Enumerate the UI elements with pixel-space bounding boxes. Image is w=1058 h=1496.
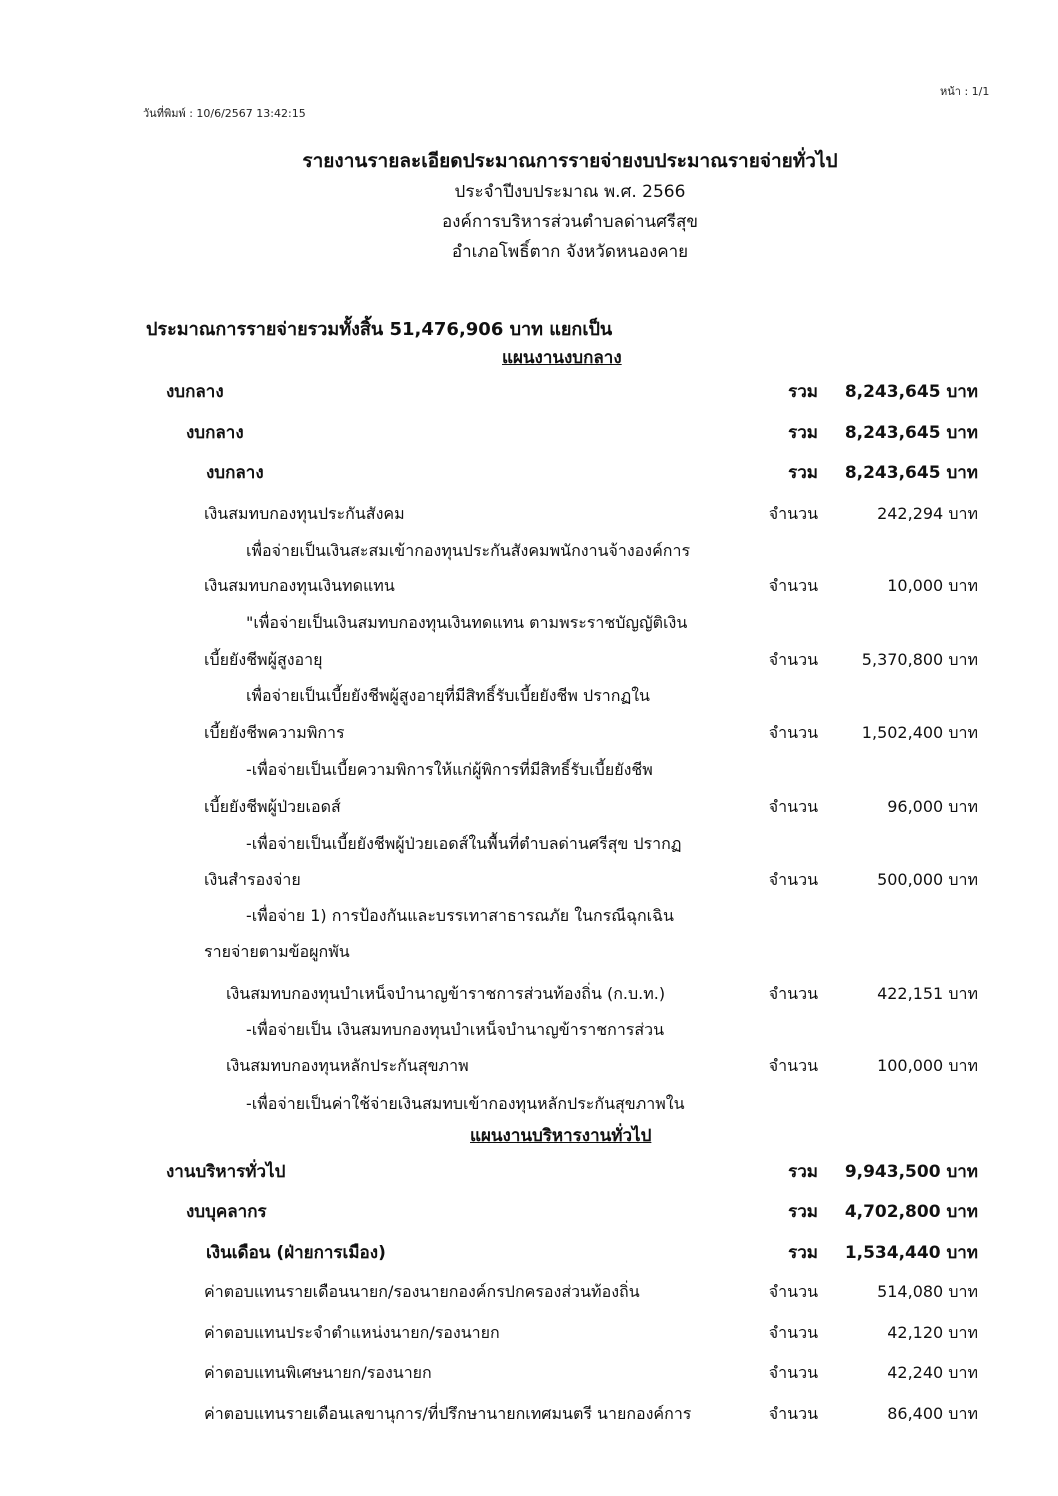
row-keyword: จำนวน (768, 650, 818, 669)
row-description: "เพื่อจ่ายเป็นเงินสมทบกองทุนเงินทดแทน ตามพระราชบัญญัติเงิน (246, 613, 688, 632)
row-label: งบกลาง (166, 382, 224, 402)
row-amount: 242,294 บาท (877, 504, 978, 523)
table-row (0, 1402, 1058, 1432)
table-row (0, 459, 1058, 489)
row-amount: 100,000 บาท (877, 1056, 978, 1075)
table-row (0, 611, 1058, 641)
row-label: งบกลาง (206, 463, 264, 483)
row-label: ค่าตอบแทนรายเดือนนายก/รองนายกองค์กรปกครองส่วนท้องถิ่น (204, 1282, 640, 1301)
print-date: วันที่พิมพ์ : 10/6/2567 13:42:15 (143, 107, 306, 120)
table-row (0, 574, 1058, 604)
row-description: -เพื่อจ่ายเป็นค่าใช้จ่ายเงินสมทบเข้ากองทุนหลักประกันสุขภาพใน (246, 1094, 685, 1113)
row-amount: 96,000 บาท (887, 797, 978, 816)
row-keyword: จำนวน (768, 1282, 818, 1301)
row-amount: 42,240 บาท (887, 1363, 978, 1382)
plan-heading-admin: แผนงานบริหารงานทั่วไป (470, 1126, 652, 1146)
row-amount: 5,370,800 บาท (861, 650, 978, 669)
grand-total: ประมาณการรายจ่ายรวมทั้งสิ้น 51,476,906 บาท แยกเป็น (146, 319, 613, 340)
row-description: -เพื่อจ่ายเป็น เงินสมทบกองทุนบำเหน็จบำนาญข้าราชการส่วน (246, 1020, 665, 1039)
row-keyword: รวม (788, 463, 818, 483)
row-keyword: จำนวน (768, 984, 818, 1003)
row-amount: 9,943,500 บาท (844, 1162, 978, 1182)
plan-heading-central: แผนงานงบกลาง (502, 348, 622, 368)
row-amount: 10,000 บาท (887, 576, 978, 595)
row-label: งบบุคลากร (186, 1202, 267, 1222)
row-keyword: รวม (788, 1243, 818, 1263)
table-row (0, 1321, 1058, 1351)
row-amount: 42,120 บาท (887, 1323, 978, 1342)
row-keyword: จำนวน (768, 723, 818, 742)
row-keyword: จำนวน (768, 504, 818, 523)
row-amount: 422,151 บาท (877, 984, 978, 1003)
row-label: งานบริหารทั่วไป (166, 1162, 286, 1182)
row-description: เพื่อจ่ายเป็นเบี้ยยังชีพผู้สูงอายุที่มีสิทธิ์รับเบี้ยยังชีพ ปรากฏใน (246, 686, 650, 705)
row-label: เงินสมทบกองทุนประกันสังคม (204, 504, 405, 523)
table-row (0, 721, 1058, 751)
table-row (0, 868, 1058, 898)
row-amount: 500,000 บาท (877, 870, 978, 889)
table-row (0, 1018, 1058, 1048)
fiscal-year: ประจำปีงบประมาณ พ.ศ. 2566 (454, 182, 686, 202)
row-description: -เพื่อจ่าย 1) การป้องกันและบรรเทาสาธารณภัย ในกรณีฉุกเฉิน (246, 906, 674, 925)
row-label: เงินสมทบกองทุนเงินทดแทน (204, 576, 395, 595)
row-keyword: รวม (788, 1162, 818, 1182)
table-row (0, 684, 1058, 714)
row-keyword: จำนวน (768, 1056, 818, 1075)
row-label: เงินสำรองจ่าย (204, 870, 301, 889)
table-row (0, 378, 1058, 408)
row-description: -เพื่อจ่ายเป็นเบี้ยยังชีพผู้ป่วยเอดส์ในพื้นที่ตำบลด่านศรีสุข ปรากฏ (246, 834, 682, 853)
table-row (0, 982, 1058, 1012)
row-amount: 514,080 บาท (877, 1282, 978, 1301)
table-row (0, 539, 1058, 569)
table-row (0, 1361, 1058, 1391)
row-keyword: รวม (788, 382, 818, 402)
table-row (0, 832, 1058, 862)
table-row (0, 648, 1058, 678)
row-keyword: รวม (788, 1202, 818, 1222)
table-row (0, 419, 1058, 449)
organization-name: องค์การบริหารส่วนตำบลด่านศรีสุข (441, 212, 699, 232)
row-label: เงินสมทบกองทุนหลักประกันสุขภาพ (226, 1056, 469, 1075)
table-row (0, 1054, 1058, 1084)
row-keyword: จำนวน (768, 1323, 818, 1342)
table-row (0, 795, 1058, 825)
row-amount: 8,243,645 บาท (844, 423, 978, 443)
row-amount: 1,502,400 บาท (861, 723, 978, 742)
row-description: เพื่อจ่ายเป็นเงินสะสมเข้ากองทุนประกันสังคมพนักงานจ้างองค์การ (246, 541, 691, 560)
row-amount: 1,534,440 บาท (844, 1243, 978, 1263)
table-row (0, 904, 1058, 934)
row-amount: 4,702,800 บาท (844, 1202, 978, 1222)
row-label: เบี้ยยังชีพผู้ป่วยเอดส์ (204, 797, 341, 816)
row-amount: 8,243,645 บาท (844, 382, 978, 402)
page-number: หน้า : 1/1 (940, 85, 990, 98)
table-row (0, 758, 1058, 788)
row-label: เบี้ยยังชีพความพิการ (204, 723, 345, 742)
row-label: เงินสมทบกองทุนบำเหน็จบำนาญข้าราชการส่วนท้องถิ่น (ก.บ.ท.) (226, 984, 666, 1003)
row-amount: 86,400 บาท (887, 1404, 978, 1423)
row-label: ค่าตอบแทนพิเศษนายก/รองนายก (204, 1363, 432, 1382)
row-label: ค่าตอบแทนประจำตำแหน่งนายก/รองนายก (204, 1323, 500, 1342)
row-keyword: จำนวน (768, 1404, 818, 1423)
table-row (0, 502, 1058, 532)
table-row (0, 940, 1058, 970)
row-keyword: จำนวน (768, 576, 818, 595)
district-province: อำเภอโพธิ์ตาก จังหวัดหนองคาย (451, 242, 689, 262)
table-row (0, 1158, 1058, 1188)
row-amount: 8,243,645 บาท (844, 463, 978, 483)
row-keyword: จำนวน (768, 1363, 818, 1382)
row-label: งบกลาง (186, 423, 244, 443)
row-keyword: รวม (788, 423, 818, 443)
table-row (0, 1239, 1058, 1269)
row-keyword: จำนวน (768, 797, 818, 816)
row-label: ค่าตอบแทนรายเดือนเลขานุการ/ที่ปรึกษานายกเทศมนตรี นายกองค์การ (204, 1404, 692, 1423)
table-row (0, 1092, 1058, 1122)
table-row (0, 1280, 1058, 1310)
row-label: รายจ่ายตามข้อผูกพัน (204, 942, 350, 961)
report-title: รายงานรายละเอียดประมาณการรายจ่ายงบประมาณรายจ่ายทั่วไป (302, 150, 838, 172)
row-label: เบี้ยยังชีพผู้สูงอายุ (204, 650, 323, 669)
row-label: เงินเดือน (ฝ่ายการเมือง) (206, 1243, 386, 1263)
row-description: -เพื่อจ่ายเป็นเบี้ยความพิการให้แก่ผู้พิการที่มีสิทธิ์รับเบี้ยยังชีพ (246, 760, 653, 779)
row-keyword: จำนวน (768, 870, 818, 889)
table-row (0, 1198, 1058, 1228)
